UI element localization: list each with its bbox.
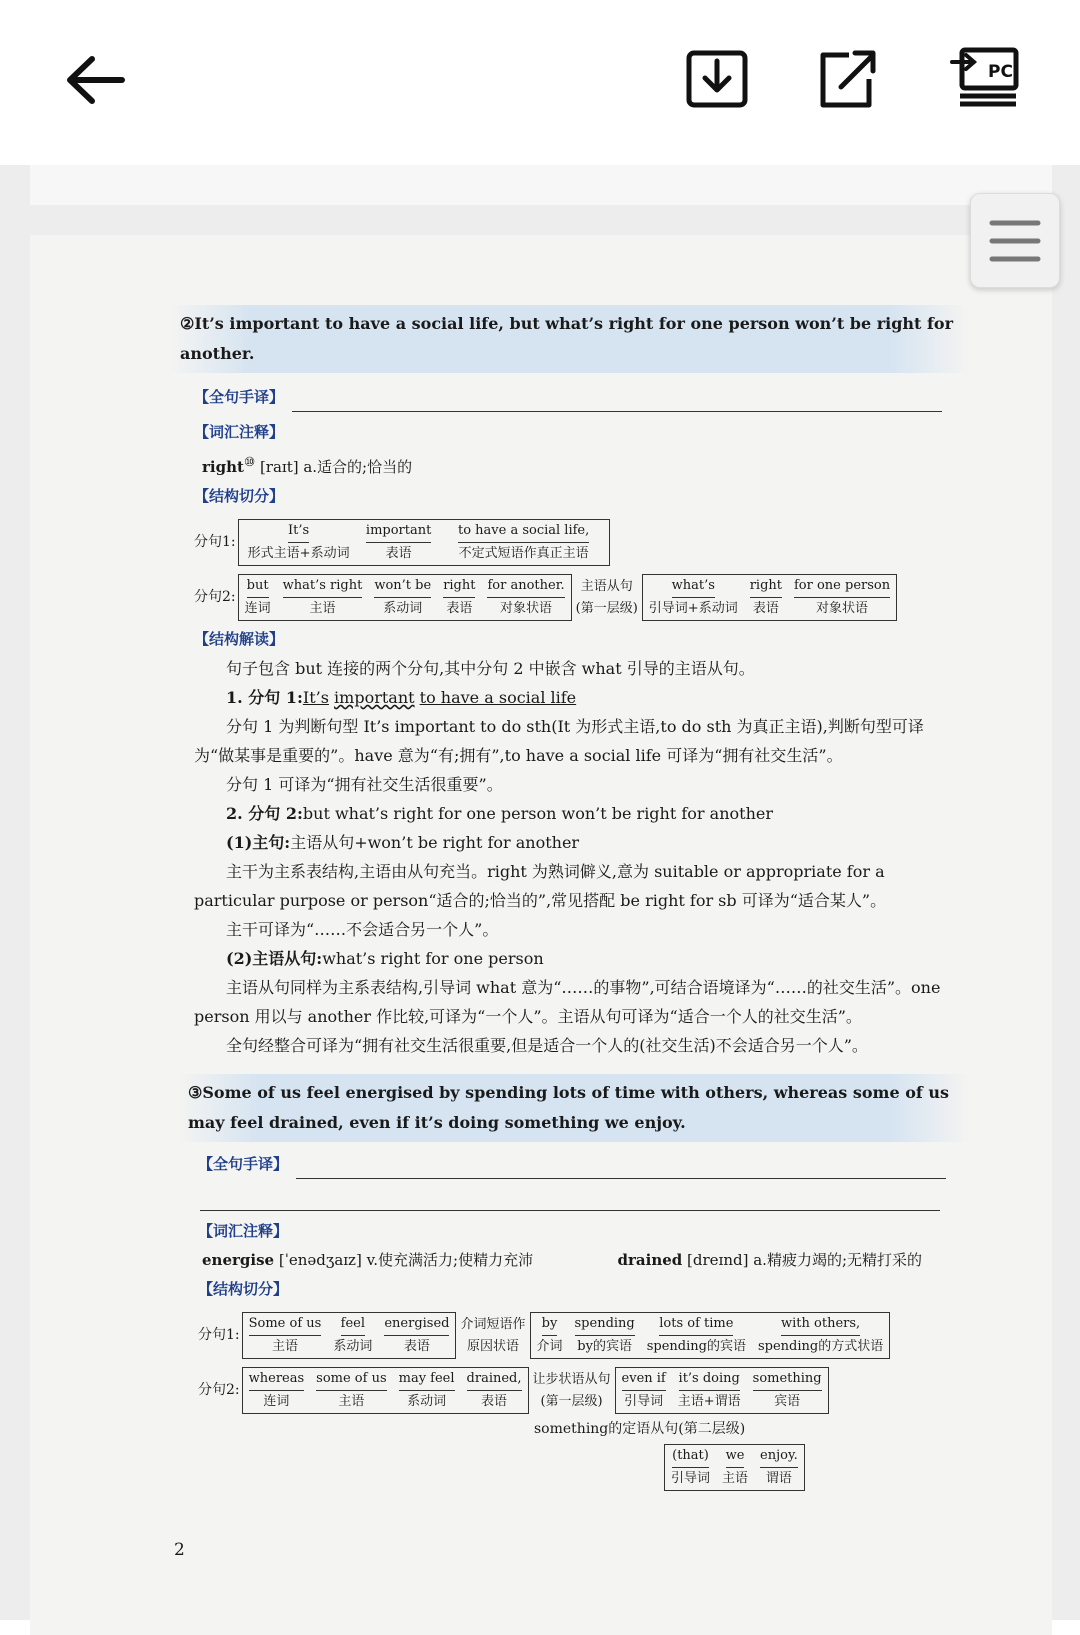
- seg-cell: [437, 575, 481, 620]
- seg-cell: [752, 1313, 889, 1358]
- q3-seg2-label: 分句2:: [198, 1382, 240, 1398]
- vocab-def: [dreɪnd] a.精疲力竭的;无精打采的: [687, 1251, 922, 1269]
- conn-bottom: 原因状语: [466, 1338, 519, 1354]
- seg-cell: [461, 1368, 528, 1413]
- seg-cell-en: right: [750, 575, 782, 598]
- q2-vocab-tag: 【词汇注释】: [194, 423, 285, 441]
- seg-cell: [672, 1368, 747, 1413]
- q3-seg1-label: 分句1:: [198, 1327, 240, 1343]
- seg-cell: [643, 575, 744, 620]
- heading-word: It’s: [302, 688, 329, 707]
- q2-vocab-def: [raɪt] a.适合的;恰当的: [259, 458, 413, 476]
- seg-cell-en: may feel: [399, 1368, 455, 1391]
- q2-translate-line[interactable]: [292, 392, 942, 412]
- seg-cell: [277, 575, 369, 620]
- share-icon: [815, 47, 879, 111]
- seg-cell-zh: 主语: [338, 1394, 365, 1409]
- seg-cell-en: with others,: [781, 1313, 860, 1336]
- heading-word: important: [334, 688, 415, 707]
- heading-label: 2. 分句 2:: [226, 804, 303, 823]
- seg-cell-zh: 引导词: [671, 1471, 711, 1486]
- analysis-heading-2: [194, 799, 964, 828]
- heading-label: (1)主句:: [226, 833, 291, 852]
- conn-bottom: (第一层级): [540, 1393, 603, 1409]
- seg-cell-en: some of us: [316, 1368, 386, 1391]
- seg-cell-en: whereas: [249, 1368, 305, 1391]
- conn-top: 主语从句: [580, 578, 633, 594]
- q3-seg1: [198, 1312, 970, 1359]
- q2-seg2-box: [238, 574, 572, 621]
- q3-rel-row: [664, 1444, 970, 1491]
- seg-cell-en: we: [726, 1445, 745, 1468]
- seg-cell-en: energised: [384, 1313, 449, 1336]
- q3-vocab-2: [618, 1246, 922, 1275]
- analysis-heading-2b: [194, 944, 964, 973]
- seg-cell: [531, 1313, 569, 1358]
- share-button[interactable]: [812, 44, 882, 114]
- seg-cell-en: won’t be: [374, 575, 431, 598]
- q2-translate-row: [194, 383, 970, 412]
- seg-cell-en: what’s right: [283, 575, 363, 598]
- q2-seg2-connector: [572, 576, 642, 620]
- seg-cell-zh: spending的宾语: [646, 1339, 746, 1354]
- send-to-pc-button[interactable]: [945, 42, 1025, 114]
- pc-label: PC: [988, 62, 1013, 82]
- seg-cell-en: something: [753, 1368, 822, 1391]
- download-icon: [685, 47, 749, 111]
- seg-cell: [439, 520, 609, 565]
- seg-cell: [327, 1313, 378, 1358]
- q3-struct-tag: 【结构切分】: [198, 1280, 289, 1298]
- q2-vocab-entry: [202, 447, 970, 482]
- q2-translate-tag: 【全句手译】: [194, 388, 285, 406]
- q3-seg2: [198, 1367, 970, 1414]
- seg-cell: [359, 520, 439, 565]
- seg-cell: [754, 1445, 804, 1490]
- seg-cell-en: (that): [672, 1445, 709, 1468]
- seg-cell-zh: spending的方式状语: [757, 1339, 884, 1354]
- q3-rel-label: something的定语从句(第二层级): [534, 1421, 746, 1437]
- seg-cell: [239, 520, 359, 565]
- seg-cell-en: even if: [622, 1368, 666, 1391]
- conn-bottom: (第一层级): [575, 600, 638, 616]
- download-button[interactable]: [682, 44, 752, 114]
- document-content: [170, 305, 970, 1491]
- q2-seg1: [194, 519, 970, 566]
- seg-cell-zh: 对象状语: [816, 601, 869, 616]
- seg-cell: [310, 1368, 392, 1413]
- back-button[interactable]: [60, 45, 130, 115]
- seg-cell-zh: 对象状语: [500, 601, 553, 616]
- menu-button[interactable]: [970, 193, 1060, 288]
- seg-cell-en: what’s: [672, 575, 715, 598]
- previous-page-edge: [30, 165, 1052, 205]
- seg-cell-zh: 系动词: [383, 601, 423, 616]
- seg-cell-en: enjoy.: [760, 1445, 798, 1468]
- analysis-heading-1: [194, 683, 964, 712]
- q3-seg1-sub-box: [530, 1312, 891, 1359]
- q2-vocab-sup: ⑩: [243, 454, 256, 469]
- q2-struct-tag: 【结构切分】: [194, 487, 285, 505]
- seg-cell-en: drained,: [467, 1368, 522, 1391]
- analysis-para: 分句 1 可译为“拥有社交生活很重要”。: [226, 775, 503, 794]
- seg-cell: [378, 1313, 455, 1358]
- seg-cell-zh: by的宾语: [577, 1339, 632, 1354]
- q3-vocab-entries: [202, 1246, 922, 1275]
- seg-cell-zh: 主语+谓语: [677, 1394, 741, 1409]
- seg-cell-zh: 引导词+系动词: [648, 601, 738, 616]
- seg-cell-zh: 形式主语+系动词: [247, 546, 350, 561]
- seg-cell: [665, 1445, 716, 1490]
- seg-cell-zh: 连词: [244, 601, 271, 616]
- seg-cell-en: for another.: [487, 575, 564, 598]
- seg-cell: [243, 1368, 311, 1413]
- q3-seg2-connector: [529, 1369, 615, 1413]
- heading-word: to have a social life: [419, 688, 577, 707]
- seg-cell-zh: 表语: [385, 546, 412, 561]
- q3-seg2-box: [242, 1367, 529, 1414]
- q3-seg1-connector: [456, 1314, 529, 1358]
- q2-seg2-sub-box: [642, 574, 897, 621]
- seg-cell: [239, 575, 277, 620]
- seg-cell-en: It’s: [288, 520, 309, 543]
- q3-seg2-sub-box: [615, 1367, 829, 1414]
- q3-translate-line-2[interactable]: [200, 1193, 940, 1211]
- heading-text: but what’s right for one person won’t be right for another: [302, 804, 773, 823]
- seg-cell-en: feel: [341, 1313, 365, 1336]
- seg-cell: [569, 1313, 641, 1358]
- seg-cell-zh: 主语: [722, 1471, 749, 1486]
- seg-cell: [744, 575, 788, 620]
- conn-top: 介词短语作: [460, 1316, 526, 1332]
- seg-cell-en: important: [366, 520, 431, 543]
- seg-cell-zh: 谓语: [765, 1471, 792, 1486]
- seg-cell-en: by: [542, 1313, 558, 1336]
- seg-cell: [243, 1313, 328, 1358]
- analysis-para: 主语从句同样为主系表结构,引导词 what 意为“……的事物”,可结合语境译为“……的社交生活”。one person 用以与 another 作比较,可译为“一个人”。主语从句可译为“适合一个人的社交生活”。: [194, 978, 941, 1026]
- analysis-para: 主干为主系表结构,主语由从句充当。right 为熟词僻义,意为 suitable or appropriate for a particular purpose or person“适合的;恰当的”,常见搭配 be right for sb 可译为“适合某人”。: [194, 862, 887, 910]
- seg-cell-zh: 引导词: [624, 1394, 664, 1409]
- seg-cell-zh: 系动词: [407, 1394, 447, 1409]
- analysis-para: 主干可译为“……不会适合另一个人”。: [226, 920, 499, 939]
- vocab-word: drained: [617, 1251, 683, 1269]
- seg-cell-en: it’s doing: [679, 1368, 740, 1391]
- seg-cell-en: lots of time: [659, 1313, 733, 1336]
- heading-label: 1. 分句 1:: [226, 688, 303, 707]
- q3-translate-tag: 【全句手译】: [198, 1155, 289, 1173]
- q3-vocab-tag: 【词汇注释】: [198, 1222, 289, 1240]
- seg-cell-zh: 宾语: [774, 1394, 801, 1409]
- seg-cell-zh: 表语: [446, 601, 473, 616]
- conn-top: 让步状语从句: [532, 1371, 611, 1387]
- seg-cell-zh: 主语: [309, 601, 336, 616]
- seg-cell-en: Some of us: [249, 1313, 322, 1336]
- seg-cell-zh: 主语: [271, 1339, 298, 1354]
- arrow-left-icon: [64, 55, 126, 105]
- seg-cell-zh: 连词: [263, 1394, 290, 1409]
- seg-cell-zh: 不定式短语作真正主语: [458, 546, 589, 561]
- q3-translate-line[interactable]: [296, 1159, 946, 1179]
- hamburger-menu-icon: [989, 219, 1041, 263]
- q2-analysis-tag: 【结构解读】: [194, 630, 285, 648]
- seg-cell: [368, 575, 437, 620]
- pc-icon: [950, 46, 1020, 110]
- seg-cell-zh: 介词: [536, 1339, 563, 1354]
- analysis-heading-2a: [194, 828, 964, 857]
- q3-vocab-1: [202, 1246, 533, 1275]
- q3-rel-box: [664, 1444, 805, 1491]
- seg-cell: [641, 1313, 752, 1358]
- q2-seg1-box: [238, 519, 610, 566]
- heading-text: 主语从句+won’t be right for another: [290, 833, 580, 852]
- seg-cell-zh: 系动词: [333, 1339, 373, 1354]
- seg-cell: [716, 1445, 754, 1490]
- seg-cell: [481, 575, 570, 620]
- seg-cell: [393, 1368, 461, 1413]
- analysis-para: 句子包含 but 连接的两个分句,其中分句 2 中嵌含 what 引导的主语从句。: [226, 659, 755, 678]
- vocab-word: energise: [202, 1251, 275, 1269]
- seg-cell-en: but: [247, 575, 269, 598]
- q3-translate-row: [198, 1150, 970, 1179]
- seg-cell-zh: 表语: [481, 1394, 508, 1409]
- q2-title: ②It’s important to have a social life, but what’s right for one person won’t be right for another.: [170, 305, 970, 373]
- q3-title: ③Some of us feel energised by spending lots of time with others, whereas some of us may feel drained, even if it’s doing something we enjoy.: [178, 1074, 970, 1142]
- q2-seg2: [194, 574, 970, 621]
- q2-seg2-label: 分句2:: [194, 589, 236, 605]
- seg-cell: [788, 575, 896, 620]
- vocab-def: [ˈenədʒaɪz] v.使充满活力;使精力充沛: [278, 1251, 534, 1269]
- q2-analysis: [194, 654, 964, 1060]
- seg-cell: [747, 1368, 828, 1413]
- heading-label: (2)主语从句:: [226, 949, 323, 968]
- seg-cell-zh: 表语: [403, 1339, 430, 1354]
- seg-cell-en: spending: [575, 1313, 635, 1336]
- seg-cell-zh: 表语: [752, 601, 779, 616]
- seg-cell: [616, 1368, 672, 1413]
- page-number: 2: [174, 1540, 185, 1560]
- q3-seg1-box: [242, 1312, 457, 1359]
- analysis-para: 全句经整合可译为“拥有社交生活很重要,但是适合一个人的(社交生活)不会适合另一个人”。: [226, 1036, 868, 1055]
- top-toolbar: [0, 0, 1080, 165]
- q2-seg1-label: 分句1:: [194, 534, 236, 550]
- analysis-para: 分句 1 为判断句型 It’s important to do sth(It 为形式主语,to do sth 为真正主语),判断句型可译为“做某事是重要的”。have 意为“有;拥有”,to have a social life 可译为“拥有社交生活”。: [194, 717, 924, 765]
- seg-cell-en: for one person: [794, 575, 890, 598]
- seg-cell-en: to have a social life,: [458, 520, 589, 543]
- q2-vocab-word: right: [202, 458, 244, 476]
- heading-text: what’s right for one person: [322, 949, 544, 968]
- seg-cell-en: right: [443, 575, 475, 598]
